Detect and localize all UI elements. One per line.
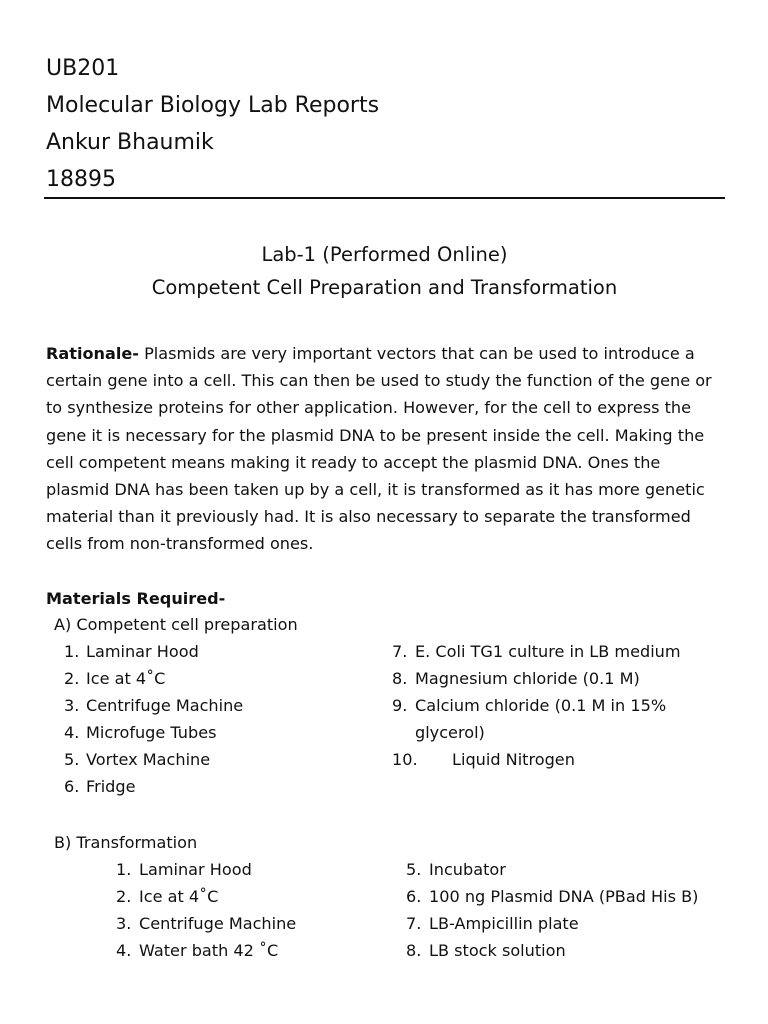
course-code: UB201 [46, 56, 120, 81]
list-item [406, 883, 698, 910]
section-b-title: B) Transformation [54, 833, 198, 852]
lab-title: Lab-1 (Performed Online) [261, 243, 508, 266]
lab-titles [44, 238, 725, 304]
rationale-line: cells from non-transformed ones. [46, 534, 314, 554]
item-number: 6. [406, 887, 422, 906]
report-title: Molecular Biology Lab Reports [46, 93, 380, 118]
rationale-line: gene it is necessary for the plasmid DNA to be present inside the cell. Making the [46, 425, 705, 445]
list-item [116, 937, 278, 964]
item-text: Ice at 4˚C [86, 669, 166, 688]
item-number: 2. [116, 887, 132, 906]
item-number: 8. [392, 669, 408, 688]
item-text: Liquid Nitrogen [452, 750, 575, 769]
list-item [406, 937, 566, 964]
list-item [392, 665, 640, 692]
list-item [64, 719, 217, 746]
rationale-label: Rationale- [46, 344, 139, 363]
item-text: Laminar Hood [86, 642, 199, 661]
list-item [116, 856, 252, 883]
item-text: Centrifuge Machine [139, 914, 297, 933]
item-number: 6. [64, 777, 80, 796]
item-number: 1. [116, 860, 132, 879]
rationale-line: to synthesize proteins for other application. However, for the cell to express the [46, 398, 692, 418]
item-number: 7. [406, 914, 422, 933]
document-header [46, 50, 379, 198]
item-number: 4. [116, 941, 132, 960]
rationale-line: certain gene into a cell. This can then be used to study the function of the gene or [46, 371, 712, 391]
item-number: 3. [64, 696, 80, 715]
item-text: Ice at 4˚C [139, 887, 219, 906]
item-text: Laminar Hood [139, 860, 252, 879]
item-text: Water bath 42 ˚C [139, 941, 279, 960]
item-text: Magnesium chloride (0.1 M) [415, 669, 640, 688]
item-number: 4. [64, 723, 80, 742]
lab-subtitle: Competent Cell Preparation and Transformation [151, 276, 618, 299]
materials-heading: Materials Required- [46, 589, 226, 608]
list-item [392, 638, 681, 665]
item-text: Incubator [429, 860, 506, 879]
list-item [64, 665, 165, 692]
item-text: Centrifuge Machine [86, 696, 244, 715]
list-item [64, 638, 199, 665]
item-text: 100 ng Plasmid DNA (PBad His B) [429, 887, 699, 906]
item-number: 1. [64, 642, 80, 661]
item-text: Calcium chloride (0.1 M in 15% [415, 696, 667, 715]
item-text: Fridge [86, 777, 136, 796]
rationale-line: cell competent means making it ready to accept the plasmid DNA. Ones the [46, 452, 661, 472]
item-text: Vortex Machine [86, 750, 211, 769]
item-number: 7. [392, 642, 408, 661]
rationale-line [46, 340, 736, 367]
item-number: 2. [64, 669, 80, 688]
student-id: 18895 [46, 167, 116, 192]
item-text: LB stock solution [429, 941, 566, 960]
list-item [392, 746, 575, 773]
item-number: 3. [116, 914, 132, 933]
item-text: LB-Ampicillin plate [429, 914, 579, 933]
rationale-text: Plasmids are very important vectors that can be used to introduce a [138, 344, 695, 363]
list-item [116, 883, 218, 910]
list-item [406, 910, 579, 937]
header-divider [44, 197, 725, 199]
item-number: 10. [392, 750, 418, 769]
item-text: Microfuge Tubes [86, 723, 217, 742]
item-number: 9. [392, 696, 408, 715]
item-number: 5. [406, 860, 422, 879]
item-number: 5. [64, 750, 80, 769]
rationale-line: plasmid DNA has been taken up by a cell, it is transformed as it has more genetic [46, 480, 705, 500]
item-number: 8. [406, 941, 422, 960]
list-item [64, 746, 210, 773]
section-a-title: A) Competent cell preparation [54, 615, 298, 634]
list-item [392, 692, 666, 719]
item-text: E. Coli TG1 culture in LB medium [415, 642, 681, 661]
list-item-continuation [392, 719, 485, 746]
rationale-paragraph [46, 340, 736, 558]
list-item [406, 856, 506, 883]
list-item [116, 910, 296, 937]
list-item [64, 773, 136, 800]
author-name: Ankur Bhaumik [46, 130, 214, 155]
item-text: glycerol) [415, 723, 485, 742]
rationale-line: material than it previously had. It is also necessary to separate the transformed [46, 507, 691, 527]
list-item [64, 692, 243, 719]
